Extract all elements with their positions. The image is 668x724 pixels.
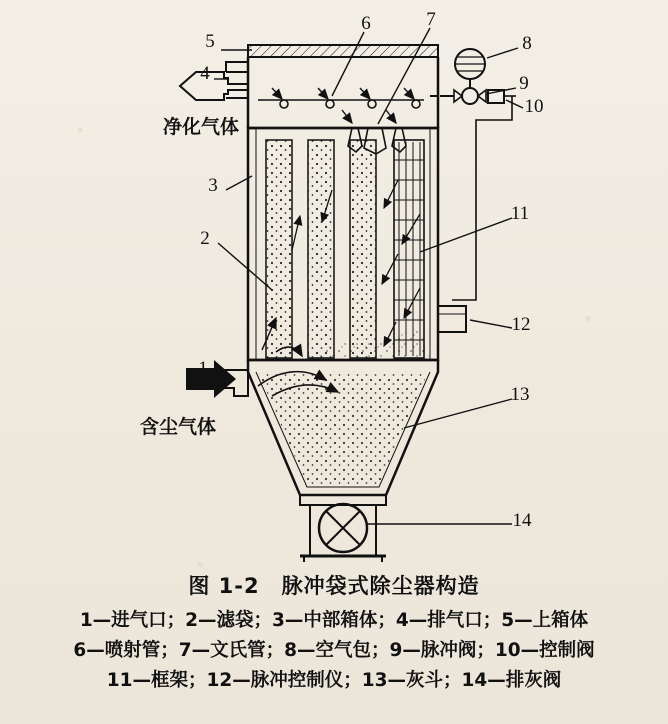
callout-7: 7 (426, 9, 436, 30)
callout-14: 14 (512, 510, 532, 531)
callout-5: 5 (205, 31, 215, 52)
callout-1: 1 (198, 358, 208, 379)
figure-legend (0, 606, 668, 696)
legend-line-1: 1—进气口；2—滤袋；3—中部箱体；4—排气口；5—上箱体 (79, 610, 589, 631)
label-clean-gas: 净化气体 (163, 116, 240, 138)
legend-line-3: 11—框架；12—脉冲控制仪；13—灰斗；14—排灰阀 (106, 670, 562, 691)
callout-8: 8 (522, 33, 532, 54)
label-dusty-gas: 含尘气体 (140, 416, 217, 438)
callout-9: 9 (519, 73, 529, 94)
callout-11: 11 (510, 203, 530, 224)
legend-line-2: 6—喷射管；7—文氏管；8—空气包；9—脉冲阀；10—控制阀 (73, 640, 595, 661)
callout-2: 2 (200, 228, 210, 249)
callout-4: 4 (200, 63, 210, 84)
callout-12: 12 (511, 314, 531, 335)
callout-6: 6 (361, 13, 371, 34)
callout-3: 3 (208, 175, 218, 196)
figure-caption: 图 1-2 脉冲袋式除尘器构造 (188, 574, 480, 598)
callout-10: 10 (524, 96, 544, 117)
callout-13: 13 (510, 384, 530, 405)
